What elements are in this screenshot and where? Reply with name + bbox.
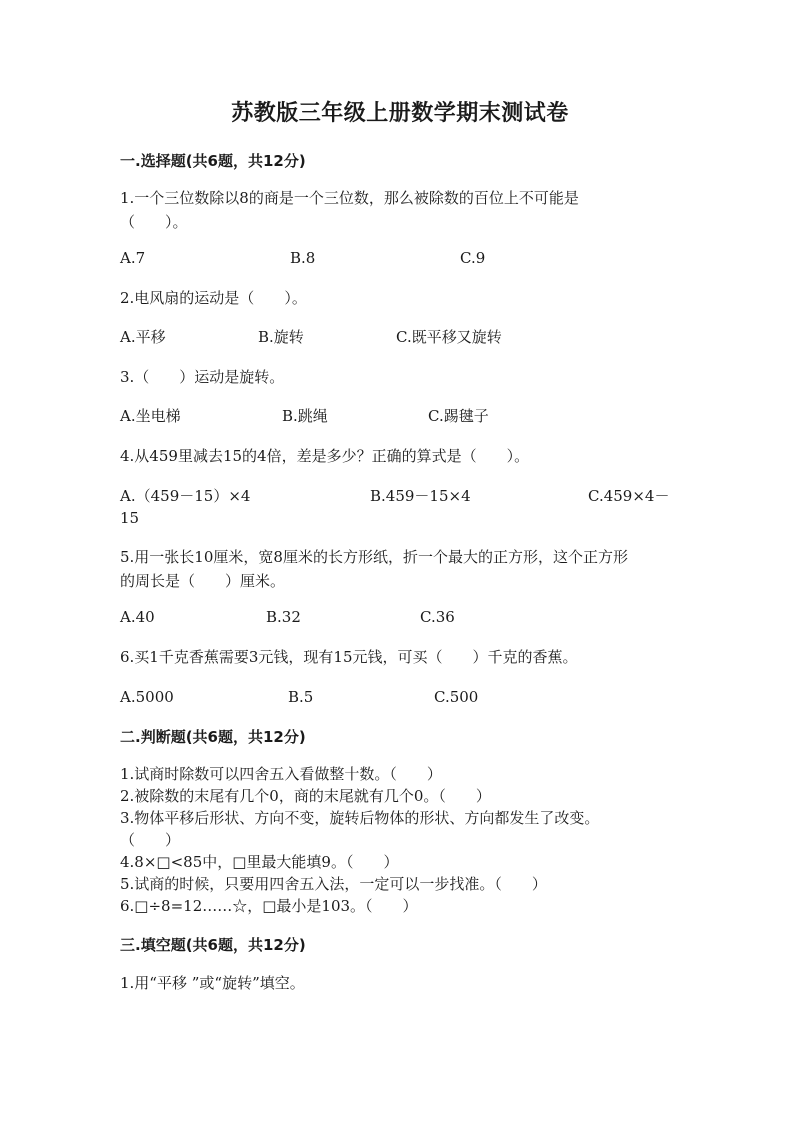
question-4-stem: 4.从459里减去15的4倍，差是多少？正确的算式是（ ）。 [120,447,530,465]
option-a: A.（459－15）×4 [120,487,251,505]
question-4-options [120,484,680,508]
question-3-stem: 3.（ ）运动是旋转。 [120,368,285,386]
judge-item-1: 1.试商时除数可以四舍五入看做整十数。（ ） [120,765,442,783]
option-b: B.5 [288,688,314,706]
question-6-stem: 6.买1千克香蕉需要3元钱，现有15元钱，可买（ ）千克的香蕉。 [120,648,578,666]
question-5 [120,545,680,593]
question-4 [120,444,680,468]
option-c: C.既平移又旋转 [396,328,502,346]
question-1-stem-line2: （ ）。 [120,213,188,231]
question-1 [120,186,680,234]
question-3-options [120,404,680,428]
option-a: A.坐电梯 [120,407,181,425]
option-a: A.平移 [120,328,166,346]
option-a: A.5000 [120,688,174,706]
judge-item-5: 5.试商的时候，只要用四舍五入法，一定可以一步找准。（ ） [120,875,547,893]
option-b: B.8 [290,249,316,267]
judge-item-3-continued: （ ） [120,831,181,849]
option-b: B.459－15×4 [370,487,471,505]
option-c: C.踢毽子 [428,407,489,425]
option-b: B.32 [266,608,301,626]
judge-item-6: 6.□÷8=12……☆，□最小是103。（ ） [120,897,418,915]
option-b: B.旋转 [258,328,304,346]
question-4-option-wrap [120,506,680,530]
question-2-stem: 2.电风扇的运动是（ ）。 [120,289,307,307]
page-title: 苏教版三年级上册数学期末测试卷 [231,101,569,126]
question-3 [120,365,680,389]
question-5-options [120,605,680,629]
question-1-options [120,246,680,270]
judge-item-2: 2.被除数的末尾有几个0，商的末尾就有几个0。（ ） [120,787,491,805]
fill-question-1: 1.用“平移 ”或“旋转”填空。 [120,974,305,992]
option-b: B.跳绳 [282,407,328,425]
question-6 [120,645,680,669]
option-c-continued: 15 [120,509,140,527]
option-c: C.36 [420,608,455,626]
section-heading-judge: 二.判断题(共6题，共12分) [120,728,306,746]
option-a: A.7 [120,249,146,267]
question-2-options [120,325,680,349]
section-heading-fill: 三.填空题(共6题，共12分) [120,936,306,954]
question-2 [120,286,680,310]
judge-item-4: 4.8×□<85中，□里最大能填9。（ ） [120,853,399,871]
question-5-stem-line2: 的周长是（ ）厘米。 [120,572,286,590]
option-c: C.9 [460,249,486,267]
judge-item-3: 3.物体平移后形状、方向不变，旋转后物体的形状、方向都发生了改变。 [120,809,600,827]
question-1-stem-line1: 1.一个三位数除以8的商是一个三位数，那么被除数的百位上不可能是 [120,189,579,207]
option-c: C.459×4－ [588,487,670,505]
question-5-stem-line1: 5.用一张长10厘米，宽8厘米的长方形纸，折一个最大的正方形，这个正方形 [120,548,628,566]
option-a: A.40 [120,608,155,626]
option-c: C.500 [434,688,479,706]
section-heading-choice: 一.选择题(共6题，共12分) [120,152,306,170]
question-6-options [120,685,680,709]
